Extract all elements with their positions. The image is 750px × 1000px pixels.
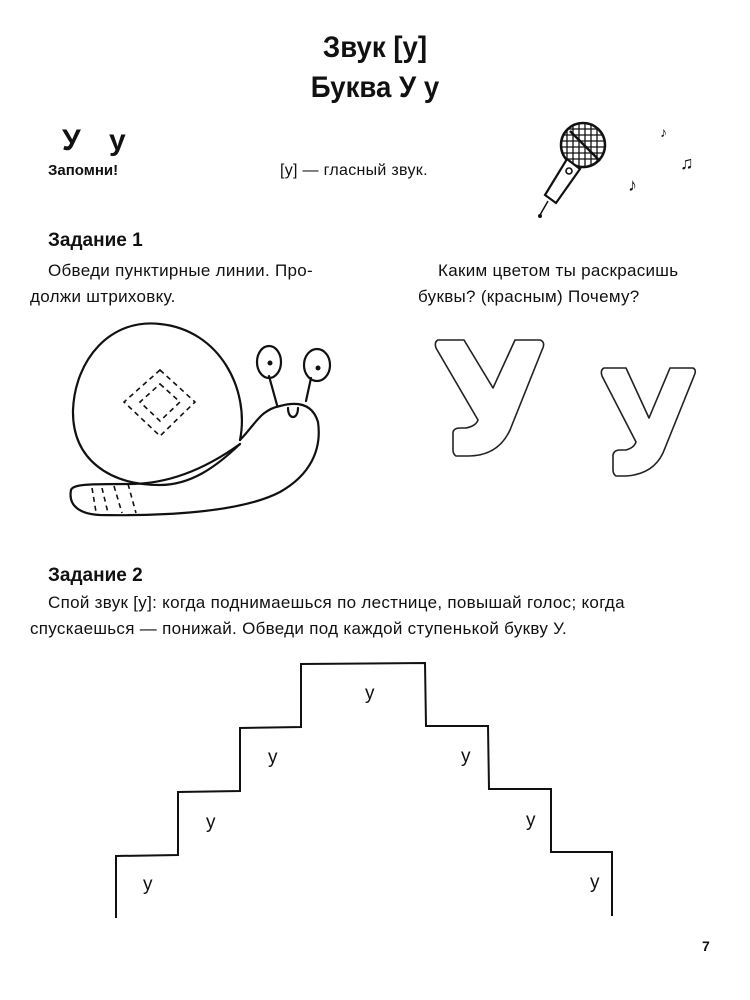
task2-heading: Задание 2 (48, 565, 143, 586)
task2-line1: Спой звук [у]: когда поднимаешься по лестнице, повышай голос; когда (48, 593, 625, 612)
task1-left-line1: Обведи пунктирные линии. Про- (48, 261, 313, 280)
letter-lower-u (601, 368, 695, 476)
title-sound: Звук [у] (322, 31, 428, 64)
intro-letters: У у (62, 124, 136, 157)
step-letter-5: у (461, 746, 471, 767)
step-letter-7: у (590, 872, 600, 893)
remember-label: Запомни! (48, 162, 119, 179)
vowel-rule: [у] — гласный звук. (280, 162, 428, 179)
letter-upper-u (435, 340, 543, 456)
page-number: 7 (702, 938, 710, 954)
step-letter-1: у (143, 874, 153, 895)
step-letter-6: у (526, 810, 536, 831)
svg-text:♪: ♪ (660, 124, 667, 140)
outline-letters (420, 320, 720, 500)
task1-right-line1: Каким цветом ты раскрасишь (438, 261, 679, 280)
step-letter-4: у (365, 683, 375, 704)
step-letter-2: у (206, 812, 216, 833)
task1-left-line2: должи штриховку. (30, 287, 176, 306)
task1-right-line2: буквы? (красным) Почему? (418, 287, 640, 306)
microphone-icon (530, 115, 710, 225)
svg-text:♫: ♫ (680, 153, 694, 173)
task2-line2: спускаешься — понижай. Обведи под каждой ступенькой букву У. (30, 619, 568, 638)
svg-text:♪: ♪ (628, 175, 637, 195)
task1-heading: Задание 1 (48, 230, 143, 251)
snail-illustration (40, 310, 400, 530)
title-letter: Буква У у (310, 71, 440, 104)
step-letter-3: у (268, 747, 278, 768)
